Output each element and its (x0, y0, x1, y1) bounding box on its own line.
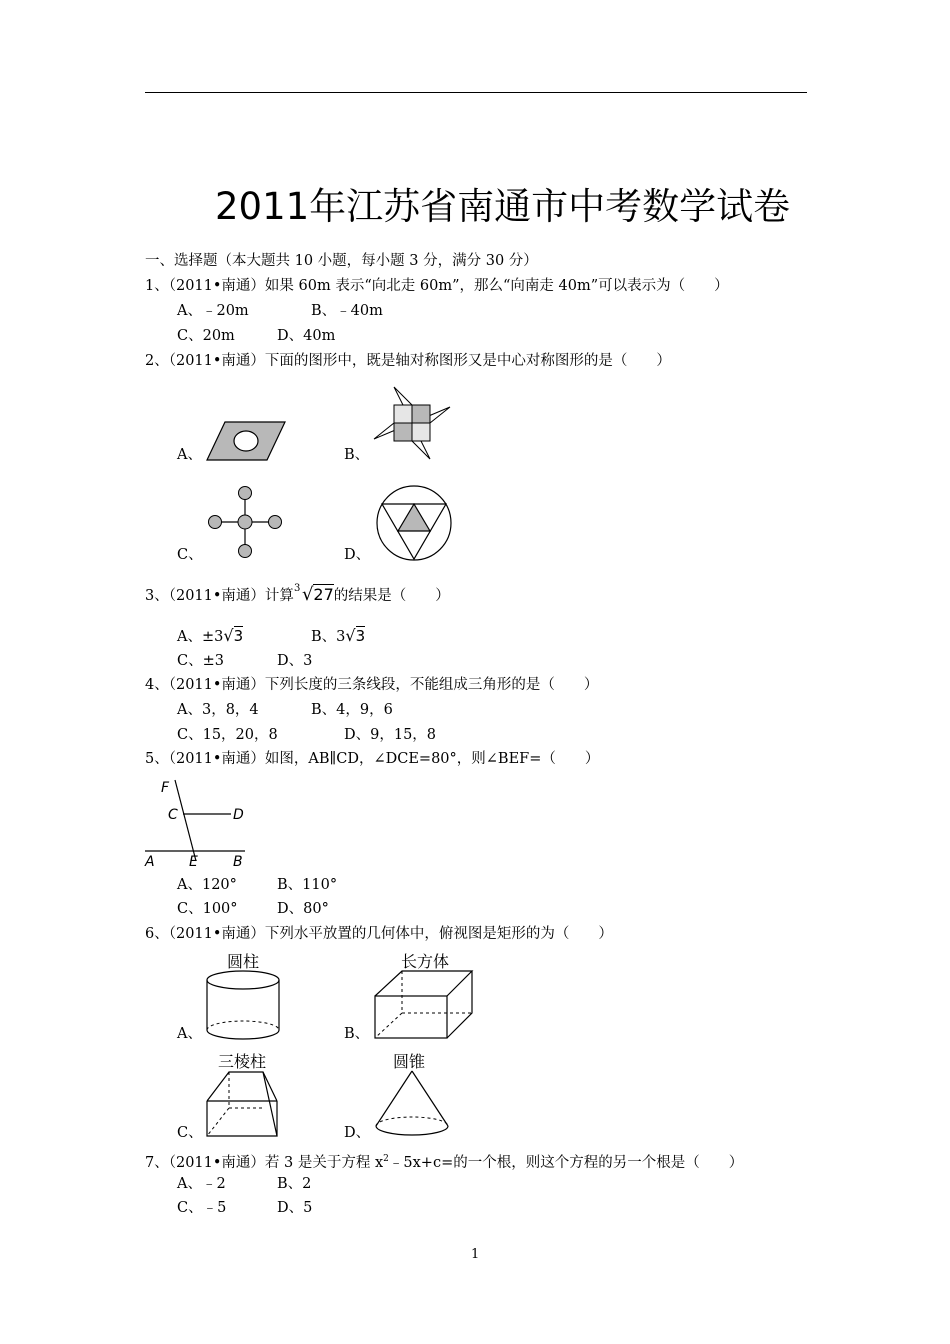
cube-root-expression (293, 583, 334, 605)
q1-option-a: A、﹣20m (177, 303, 249, 319)
circle-triangle-figure (374, 483, 454, 563)
pinwheel-figure (372, 385, 452, 461)
page-title: 2011年江苏省南通市中考数学试卷 (215, 185, 791, 228)
q4-option-a: A、3，8，4 (177, 702, 259, 718)
q5-option-c: C、100° (177, 901, 238, 917)
root-index: 3 (293, 583, 301, 594)
q3-option-a (177, 627, 243, 646)
cylinder-figure (203, 968, 283, 1044)
q1-option-b: B、﹣40m (311, 303, 383, 319)
parallelogram-figure (205, 420, 287, 462)
q2-option-c: C、 (177, 547, 203, 563)
question-6-stem: 6、（2011•南通）下列水平放置的几何体中，俯视图是矩形的为（ ） (145, 926, 613, 942)
q3-b-radicand: 3 (355, 627, 366, 645)
section-heading: 一、选择题（本大题共 10 小题，每小题 3 分，满分 30 分） (145, 253, 538, 269)
question-5-stem: 5、（2011•南通）如图，AB∥CD，∠DCE=80°，则∠BEF=（ ） (145, 751, 600, 767)
q5-option-d: D、80° (277, 901, 329, 917)
question-2-stem: 2、（2011•南通）下面的图形中，既是轴对称图形又是中心对称图形的是（ ） (145, 353, 671, 369)
cone-label: 圆锥 (393, 1052, 426, 1071)
label-b: B (233, 854, 243, 868)
radical-sign-icon: √ (223, 626, 234, 645)
q6-option-a: A、 (177, 1026, 202, 1042)
q1-option-d: D、40m (277, 328, 336, 344)
q6-option-b: B、 (344, 1026, 370, 1042)
q7-stem-post: ﹣5x+c=的一个根，则这个方程的另一个根是（ ） (388, 1154, 744, 1171)
page-number: 1 (471, 1247, 480, 1262)
label-e: E (189, 854, 198, 868)
q7-option-c: C、﹣5 (177, 1200, 227, 1216)
q3-stem-post: 的结果是（ ） (333, 588, 450, 604)
q7-stem-pre: 7、（2011•南通）若 3 是关于方程 x (145, 1154, 384, 1171)
q7-option-b: B、2 (277, 1176, 312, 1192)
cylinder-label: 圆柱 (227, 952, 260, 971)
top-rule (145, 92, 807, 93)
label-f: F (161, 780, 170, 796)
q4-option-d: D、9，15，8 (344, 727, 437, 743)
q1-option-c: C、20m (177, 328, 235, 344)
four-circles-figure (205, 485, 285, 559)
label-c: C (168, 807, 178, 823)
q3-option-d: D、3 (277, 653, 313, 669)
q3-option-c: C、±3 (177, 653, 224, 669)
q3-a-prefix: A、±3 (177, 629, 224, 645)
q3-option-b (311, 627, 365, 646)
cuboid-figure (372, 968, 476, 1042)
q7-exponent: 2 (383, 1154, 389, 1164)
parallel-lines-figure (143, 776, 253, 868)
triangular-prism-label: 三棱柱 (218, 1052, 267, 1071)
q7-option-a: A、﹣2 (177, 1176, 226, 1192)
cuboid-label: 长方体 (401, 952, 450, 971)
q3-a-radicand: 3 (233, 627, 244, 645)
q3-stem-pre: 3、（2011•南通）计算 (145, 588, 294, 604)
q4-option-b: B、4，9，6 (311, 702, 393, 718)
label-d: D (233, 807, 244, 823)
q7-option-d: D、5 (277, 1200, 313, 1216)
radical-sign-icon: √ (345, 626, 356, 645)
q2-option-b: B、 (344, 447, 370, 463)
q2-option-a: A、 (177, 447, 202, 463)
q3-b-prefix: B、3 (311, 629, 346, 645)
q4-option-c: C、15，20，8 (177, 727, 278, 743)
q6-option-c: C、 (177, 1125, 203, 1141)
q6-option-d: D、 (344, 1125, 371, 1141)
cone-figure (372, 1068, 452, 1140)
question-1-stem: 1、（2011•南通）如果 60m 表示“向北走 60m”，那么“向南走 40m”可以表示为（ ） (145, 278, 729, 294)
radicand: 27 (313, 585, 334, 604)
q2-option-d: D、 (344, 547, 371, 563)
radical-sign-icon: √ (301, 584, 314, 605)
q5-option-b: B、110° (277, 877, 338, 893)
triangular-prism-figure (203, 1068, 283, 1140)
question-3-stem (145, 583, 450, 605)
label-a: A (145, 854, 155, 868)
question-7-stem (145, 1150, 743, 1172)
q5-option-a: A、120° (177, 877, 237, 893)
question-4-stem: 4、（2011•南通）下列长度的三条线段，不能组成三角形的是（ ） (145, 677, 599, 693)
